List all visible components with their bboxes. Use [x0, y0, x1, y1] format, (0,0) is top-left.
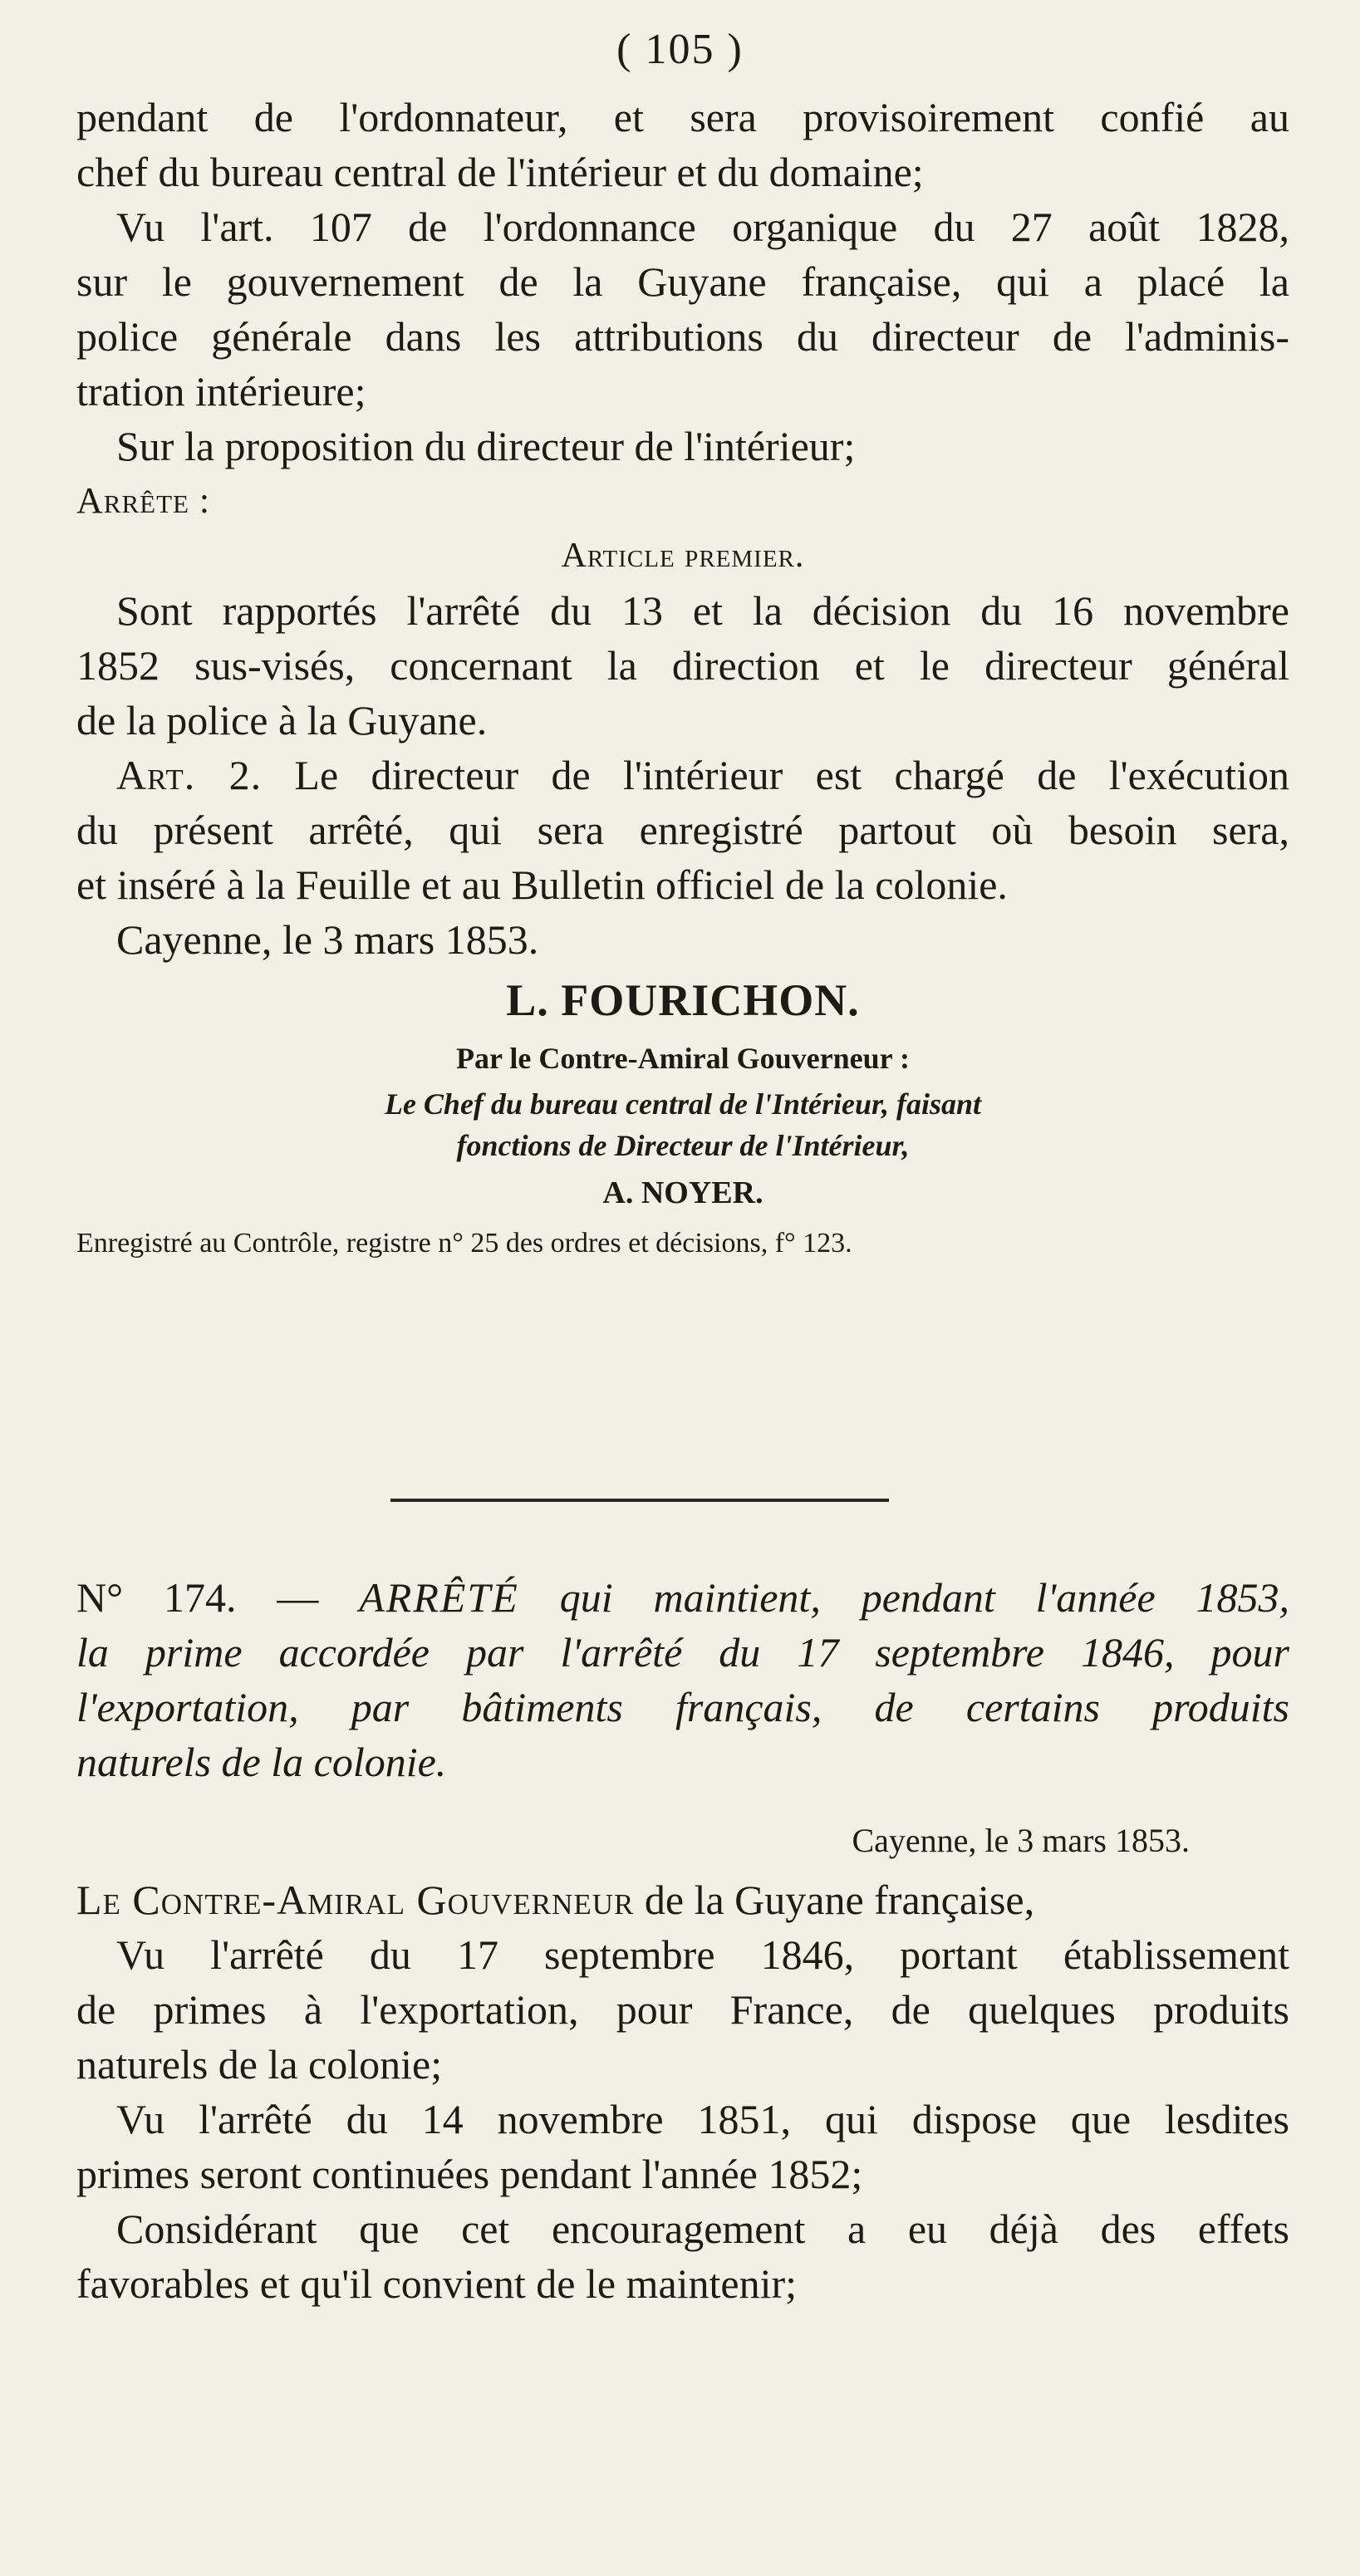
authority-caps: Le Contre-Amiral Gouverneur — [76, 1877, 635, 1923]
decree-title — [76, 1570, 1289, 1789]
title-line: la prime accordée par l'arrêté du 17 septembre 1846, pour — [76, 1629, 1289, 1676]
text-line: sur le gouvernement de la Guyane française, qui a placé la — [76, 258, 1289, 305]
text-line: police générale dans les attributions du directeur de l'adminis- — [76, 313, 1289, 360]
page-number: ( 105 ) — [616, 26, 744, 73]
article-heading: Article premier. — [561, 537, 805, 575]
decree-number: N° 174. — — [76, 1574, 319, 1621]
arrete-label: Arrête : — [76, 480, 211, 521]
place-date: Cayenne, le 3 mars 1853. — [116, 916, 539, 963]
title-line: l'exportation, par bâtiments français, de certains produits — [76, 1684, 1289, 1730]
text-line: primes seront continuées pendant l'année 1852; — [76, 2151, 863, 2197]
text-line: Considérant que cet encouragement a eu déjà des effets — [116, 2206, 1289, 2252]
text-line: et inséré à la Feuille et au Bulletin officiel de la colonie. — [76, 861, 1008, 908]
authority-rest: de la Guyane française, — [644, 1877, 1035, 1923]
text-line: favorables et qu'il convient de le maintenir; — [76, 2260, 798, 2307]
title-line: qui maintient, pendant l'année 1853, — [559, 1574, 1290, 1621]
art2-label: Art. 2. — [116, 752, 263, 798]
decree-body — [76, 1814, 1289, 2311]
authority-line — [76, 1872, 1289, 1927]
registration-line: Enregistré au Contrôle, registre n° 25 des ordres et décisions, f° 123. — [76, 1228, 852, 1259]
text-line: Vu l'arrêté du 14 novembre 1851, qui dispose que lesdites — [116, 2096, 1289, 2142]
decree-continuation — [76, 90, 1289, 1268]
text-line: chef du bureau central de l'intérieur et du domaine; — [76, 149, 924, 195]
text-line: naturels de la colonie; — [76, 2041, 443, 2088]
chef-line: fonctions de Directeur de l'Intérieur, — [456, 1129, 910, 1162]
signature: L. FOURICHON. — [506, 975, 860, 1025]
text-line: Vu l'arrêté du 17 septembre 1846, portant établissement — [116, 1931, 1289, 1978]
place-date: Cayenne, le 3 mars 1853. — [852, 1822, 1190, 1859]
text-line: de la police à la Guyane. — [76, 697, 488, 743]
par-line: Par le Contre-Amiral Gouverneur : — [456, 1042, 910, 1075]
art2-text: Le directeur de l'intérieur est chargé de l'exécution — [294, 752, 1289, 798]
text-line: 1852 sus-visés, concernant la direction et le directeur général — [76, 642, 1289, 689]
chef-line: Le Chef du bureau central de l'Intérieur, faisant — [384, 1087, 982, 1121]
text-line: Vu l'art. 107 de l'ordonnance organique du 27 août 1828, — [116, 204, 1289, 250]
text-line: pendant de l'ordonnateur, et sera provisoirement confié au — [76, 94, 1289, 140]
separator-rule — [390, 1499, 889, 1502]
text-line: tration intérieure; — [76, 368, 366, 415]
decree-caps: ARRÊTÉ — [359, 1574, 519, 1621]
text-line: Sur la proposition du directeur de l'intérieur; — [116, 423, 856, 469]
signature-2: A. NOYER. — [602, 1175, 763, 1210]
title-line: naturels de la colonie. — [76, 1739, 447, 1785]
text-line: Sont rapportés l'arrêté du 13 et la décision du 16 novembre — [116, 587, 1289, 634]
art2-line — [76, 748, 1289, 802]
text-line: de primes à l'exportation, pour France, de quelques produits — [76, 1986, 1289, 2033]
text-line: du présent arrêté, qui sera enregistré partout où besoin sera, — [76, 807, 1289, 853]
